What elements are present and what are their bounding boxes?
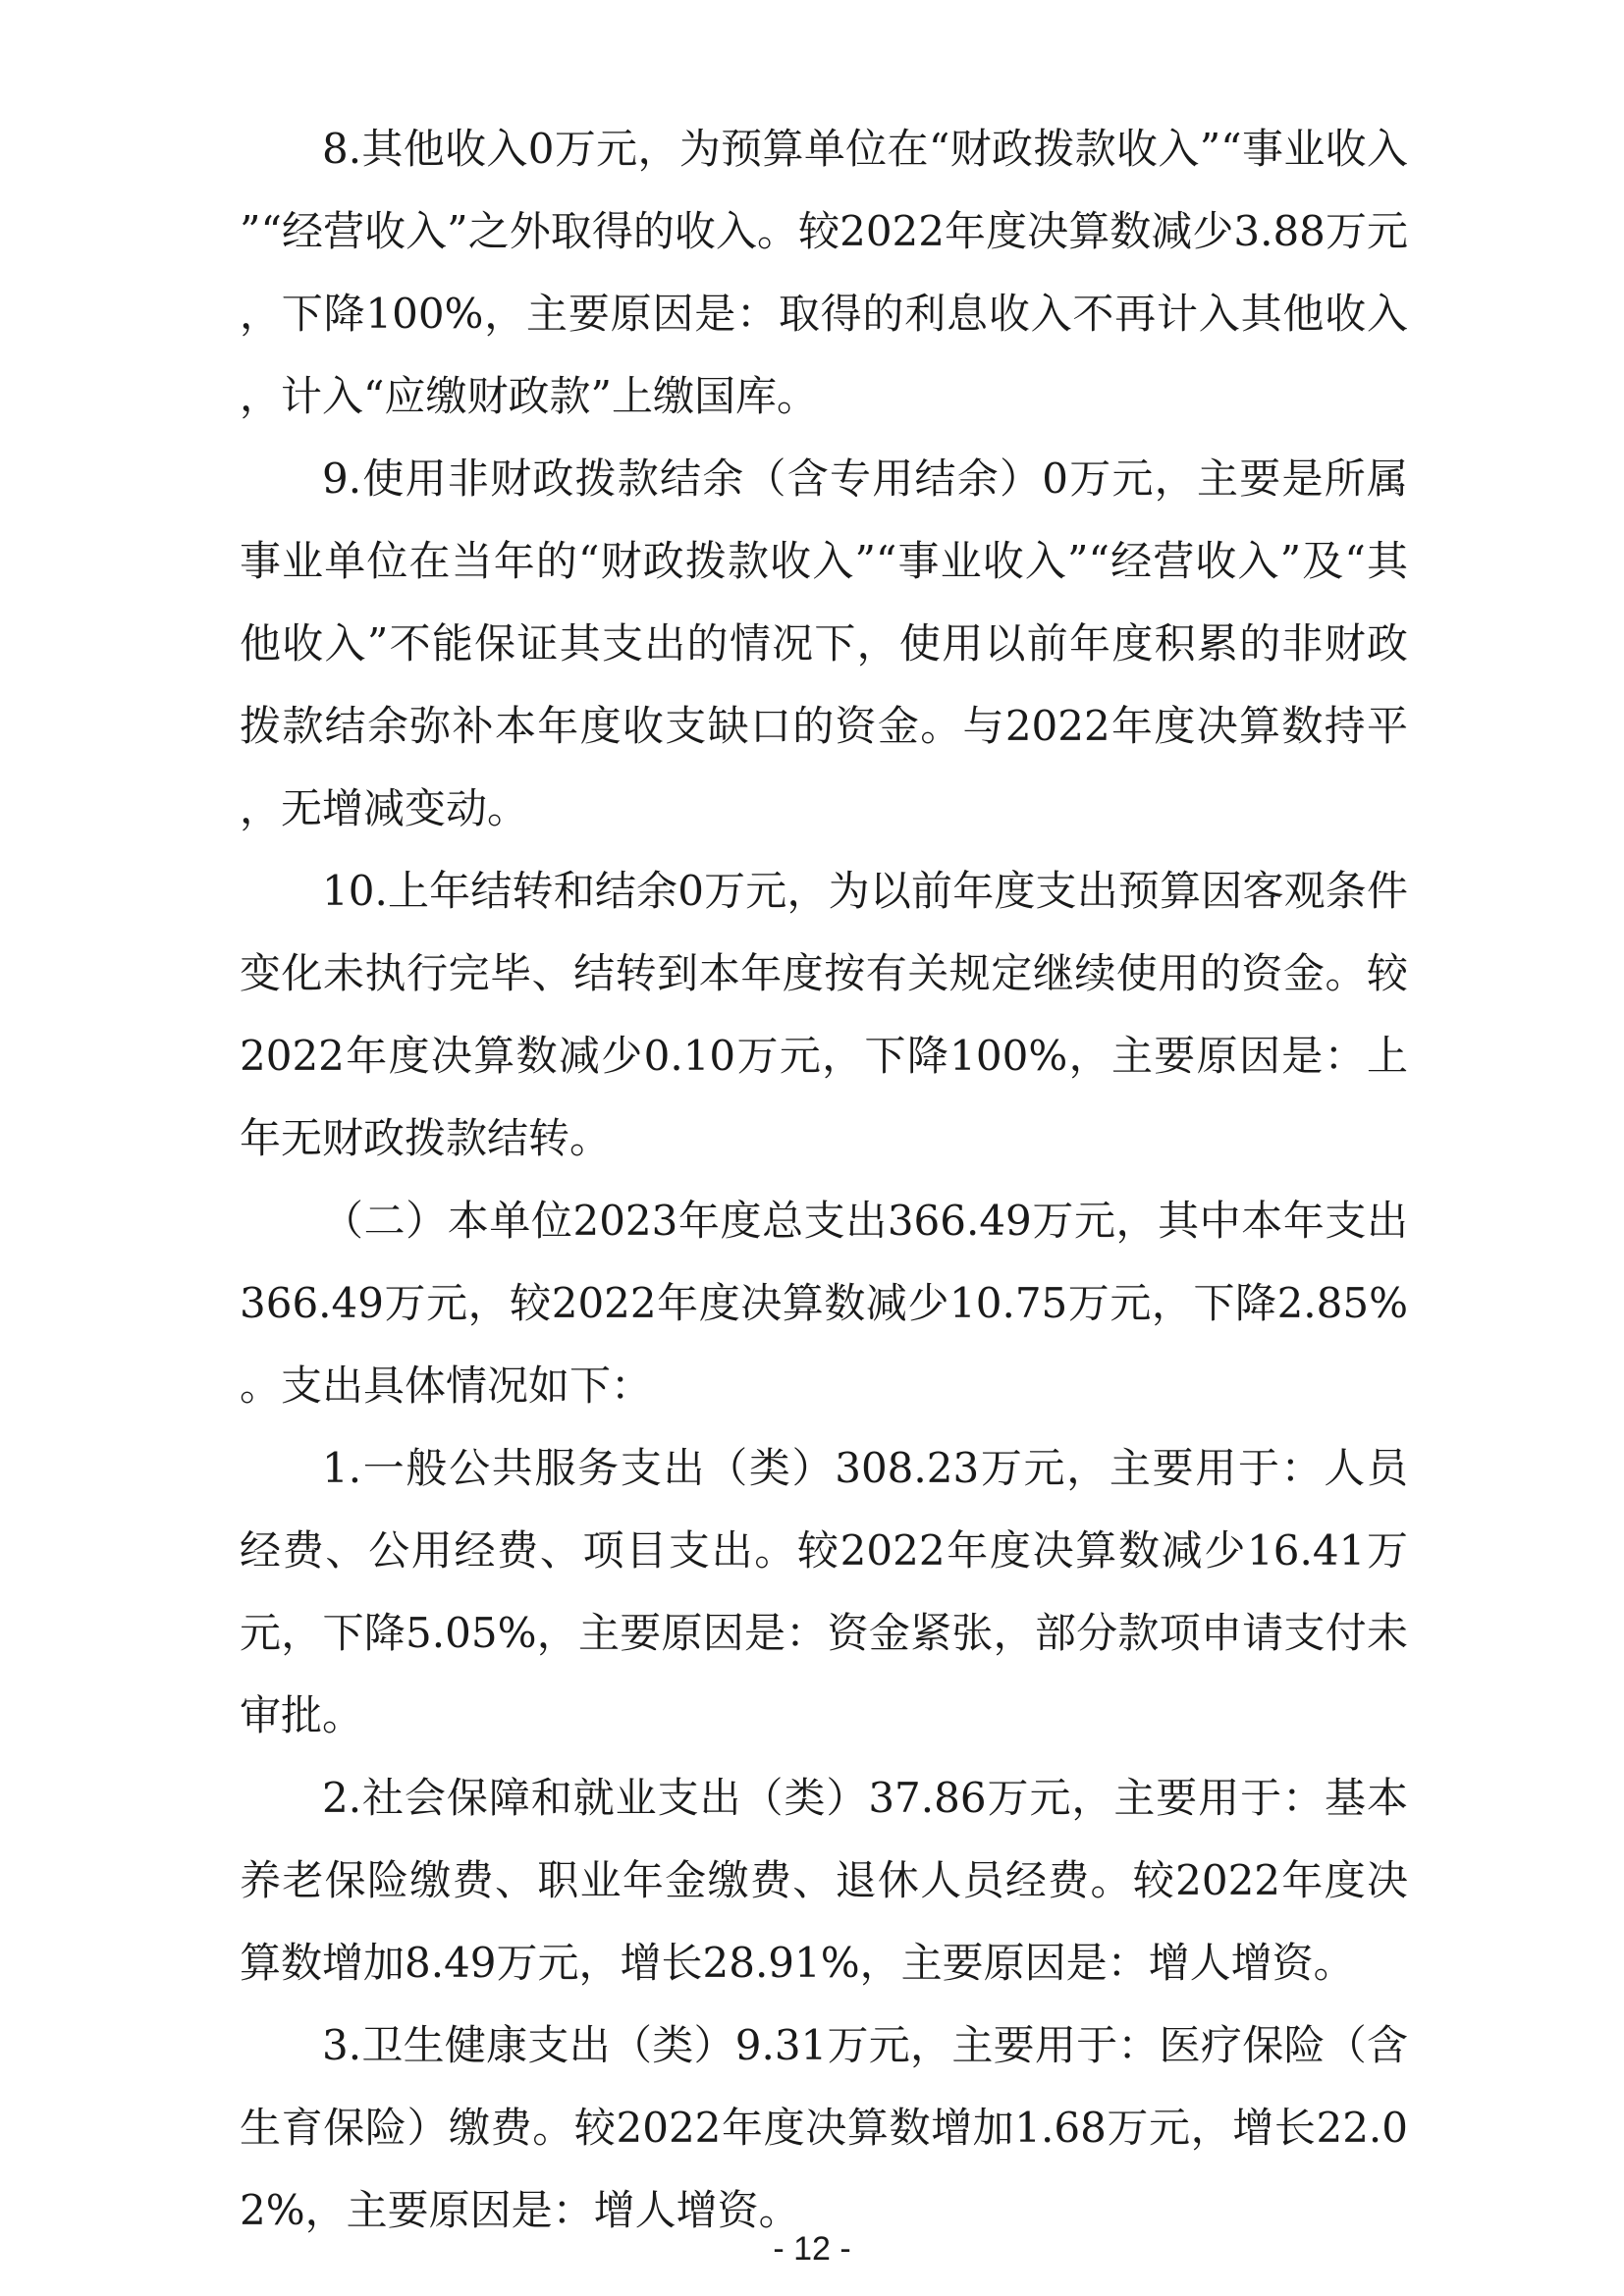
paragraph-carryover: 10.上年结转和结余0万元，为以前年度支出预算因客观条件变化未执行完毕、结转到本年度按有关规定继续使用的资金。较2022年度决算数减少0.10万元，下降100%，主要原因是：上年无财政拨款结转。 bbox=[240, 867, 1408, 1162]
paragraph-other-income: 8.其他收入0万元，为预算单位在“财政拨款收入”“事业收入”“经营收入”之外取得的收入。较2022年度决算数减少3.88万元，下降100%，主要原因是：取得的利息收入不再计入其他收入，计入“应缴财政款”上缴国库。 bbox=[240, 125, 1408, 420]
paragraph-public-service-expenditure: 1.一般公共服务支出（类）308.23万元，主要用于：人员经费、公用经费、项目支出。较2022年度决算数减少16.41万元，下降5.05%，主要原因是：资金紧张，部分款项申请支付未审批。 bbox=[240, 1444, 1408, 1739]
body-text bbox=[240, 108, 1408, 2252]
paragraph-social-security-expenditure: 2.社会保障和就业支出（类）37.86万元，主要用于：基本养老保险缴费、职业年金缴费、退休人员经费。较2022年度决算数增加8.49万元，增长28.91%，主要原因是：增人增资。 bbox=[240, 1774, 1408, 1987]
paragraph-total-expenditure: （二）本单位2023年度总支出366.49万元，其中本年支出366.49万元，较2022年度决算数减少10.75万元，下降2.85%。支出具体情况如下： bbox=[240, 1197, 1408, 1410]
paragraph-non-fiscal-surplus: 9.使用非财政拨款结余（含专用结余）0万元，主要是所属事业单位在当年的“财政拨款收入”“事业收入”“经营收入”及“其他收入”不能保证其支出的情况下，使用以前年度积累的非财政拨款结余弥补本年度收支缺口的资金。与2022年度决算数持平，无增减变动。 bbox=[240, 454, 1408, 832]
paragraph-health-expenditure: 3.卫生健康支出（类）9.31万元，主要用于：医疗保险（含生育保险）缴费。较2022年度决算数增加1.68万元，增长22.02%，主要原因是：增人增资。 bbox=[240, 2021, 1408, 2234]
page-number: - 12 - bbox=[773, 2230, 851, 2268]
